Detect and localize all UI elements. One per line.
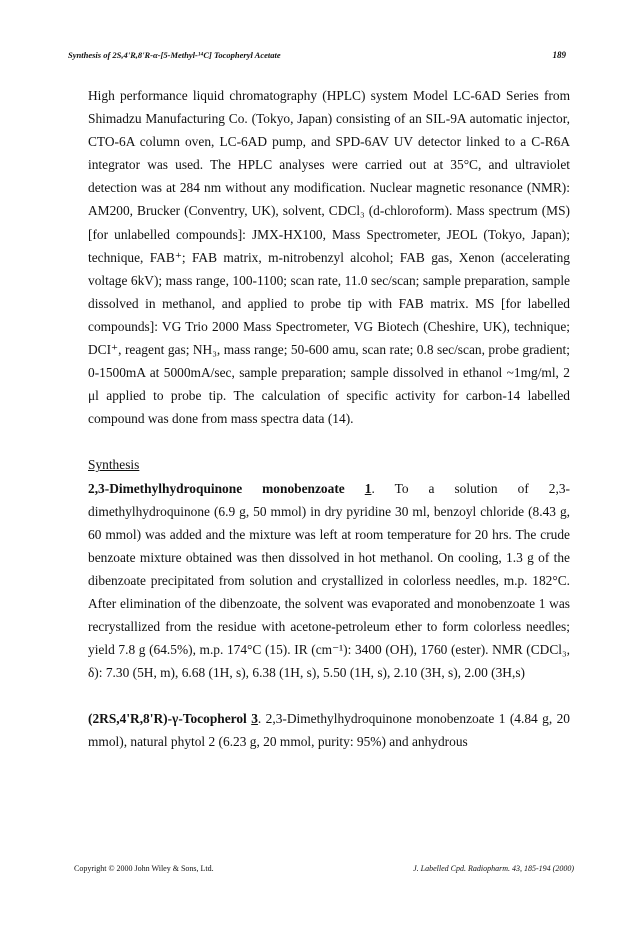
compound-1-text: . To a solution of 2,3-dimethylhydroquinone (6.9 g, 50 mmol) in dry pyridine 30 ml, benzoyl chloride (8.43 g, 60 mmol) was added and the mixture was left at room temperature for 20 hrs. The crude benzoate mixture obtained was then dissolved in hot methanol. On cooling, 1.3 g of the dibenzoate precipitated from solution and crystallized in colorless needles, m.p. 182°C. After elimination of the dibenzoate, the solvent was evaporated and monobenzoate 1 was recrystallized from the residue with acetone-petroleum ether to form colorless needles; yield 7.8 g (64.5%), m.p. 174°C (15). IR (cm⁻¹): 3400 (OH), 1760 (ester). NMR (CDCl₃, δ): 7.30 (5H, m), 6.68 (1H, s), 6.38 (1H, s), 5.50 (1H, s), 2.10 (3H, s), 2.00 (3H,s) — [88, 480, 570, 681]
compound-1-paragraph — [88, 477, 570, 685]
page-number: 189 — [552, 50, 566, 60]
compound-1-title: 2,3-Dimethylhydroquinone monobenzoate — [88, 480, 345, 496]
methods-paragraph: High performance liquid chromatography (HPLC) system Model LC-6AD Series from Shimadzu Manufacturing Co. (Tokyo, Japan) consisting of an SIL-9A automatic injector, CTO-6A column oven, LC-6AD pump, and SPD-6AV UV detector linked to a C-R6A integrator was used. The HPLC analyses were carried out at 35°C, and ultraviolet detection was at 284 nm without any modification. Nuclear magnetic resonance (NMR): AM200, Brucker (Conventry, UK), solvent, CDCl₃ (d-chloroform). Mass spectrum (MS) [for unlabelled compounds]: JMX-HX100, Mass Spectrometer, JEOL (Tokyo, Japan); technique, FAB⁺; FAB matrix, m-nitrobenzyl alcohol; FAB gas, Xenon (accelerating voltage 6kV); mass range, 100-1100; scan rate, 11.0 sec/scan; sample preparation, sample dissolved in methanol, and applied to probe tip with FAB matrix. MS [for labelled compounds]: VG Trio 2000 Mass Spectrometer, VG Biotech (Cheshire, UK), technique; DCI⁺, reagent gas; NH₃, mass range; 50-600 amu, scan rate; 0.8 sec/scan, probe gradient; 0-1500mA at 5000mA/sec, sample preparation; sample dissolved in ethanol ~1mg/ml, 2 μl applied to probe tip. The calculation of specific activity for carbon-14 labelled compound was done from mass spectra data (14). — [88, 88, 570, 427]
journal-citation: J. Labelled Cpd. Radiopharm. 43, 185-194 (2000) — [413, 864, 574, 873]
section-heading: Synthesis — [88, 457, 140, 473]
running-title: Synthesis of 2S,4'R,8'R-α-[5-Methyl-¹⁴C] Tocopheryl Acetate — [68, 50, 281, 60]
page-footer — [74, 864, 574, 873]
copyright-notice: Copyright © 2000 John Wiley & Sons, Ltd. — [74, 864, 214, 873]
compound-3-number: 3 — [251, 711, 258, 727]
compound-3-text: . 2,3-Dimethylhydroquinone monobenzoate 1 (4.84 g, 20 mmol), natural phytol 2 (6.23 g, 20 mmol, purity: 95%) and anhydrous — [88, 711, 570, 750]
compound-3-title: (2RS,4'R,8'R)-γ-Tocopherol — [88, 711, 247, 727]
body-text — [88, 84, 570, 754]
compound-3-paragraph — [88, 707, 570, 753]
compound-1-number: 1 — [364, 480, 372, 496]
running-header — [68, 50, 566, 60]
